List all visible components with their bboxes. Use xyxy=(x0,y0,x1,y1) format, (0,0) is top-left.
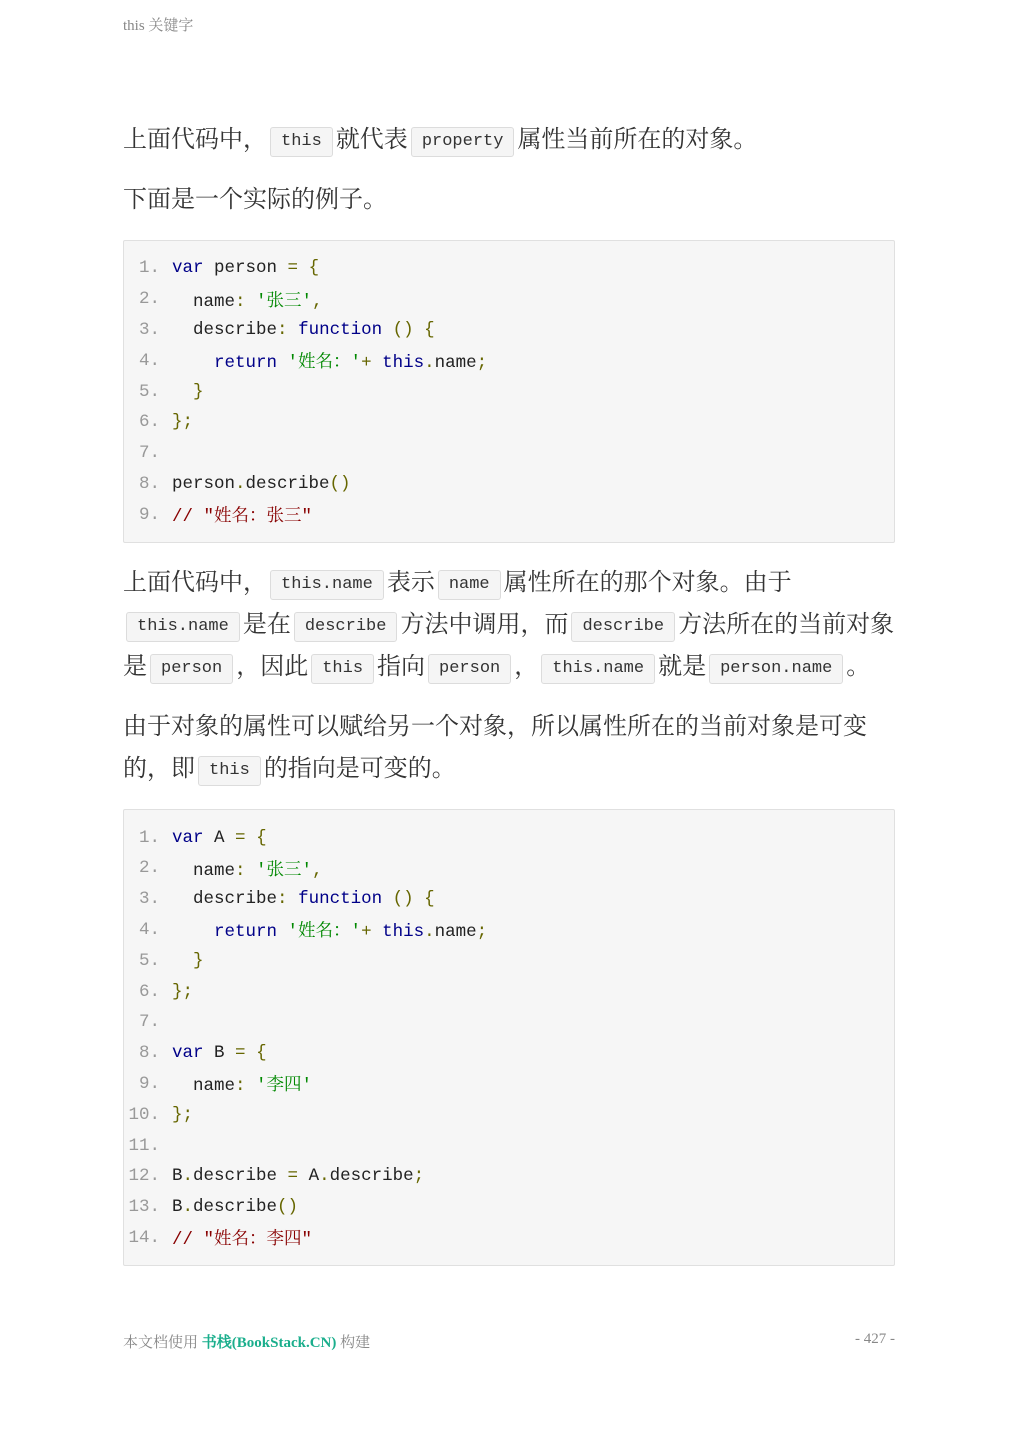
inline-code: name xyxy=(438,570,501,600)
code-text: B.describe = A.describe; xyxy=(172,1166,425,1187)
inline-code: person xyxy=(150,654,233,684)
line-number: 1. xyxy=(138,827,160,848)
code-line xyxy=(124,853,894,884)
code-line xyxy=(124,1069,894,1100)
line-number: 6. xyxy=(138,412,160,433)
code-line xyxy=(124,976,894,1007)
code-line xyxy=(124,438,894,469)
code-text: B.describe() xyxy=(172,1197,299,1218)
line-number: 7. xyxy=(138,443,160,464)
code-line xyxy=(124,1038,894,1069)
code-line xyxy=(124,345,894,376)
footer-prefix: 本文档使用 xyxy=(123,1335,202,1351)
text: 由于对象的属性可以赋给另一个对象，所以属性所在的当前对象是可变的，即 xyxy=(123,712,867,783)
code-line xyxy=(124,469,894,500)
inline-code: property xyxy=(411,127,515,157)
text: ，因此 xyxy=(236,652,309,681)
code-text: describe: function () { xyxy=(172,319,435,340)
code-text: } xyxy=(193,381,204,402)
code-text: }; xyxy=(172,412,194,433)
code-line xyxy=(124,284,894,315)
text: ， xyxy=(514,652,539,681)
document-body xyxy=(123,118,895,1266)
code-line xyxy=(124,1192,894,1223)
inline-code: this xyxy=(270,127,333,157)
line-number: 2. xyxy=(138,858,160,879)
code-text: // "姓名：李四" xyxy=(172,1230,313,1251)
code-text: return '姓名：'+ this.name; xyxy=(214,922,488,943)
inline-code: this.name xyxy=(126,612,240,642)
line-number: 5. xyxy=(138,950,160,971)
line-number: 5. xyxy=(138,381,160,402)
text: 上面代码中， xyxy=(123,568,267,597)
code-text: }; xyxy=(172,981,194,1002)
paragraph-explanation xyxy=(123,561,895,687)
code-line xyxy=(124,1130,894,1161)
line-number: 3. xyxy=(138,889,160,910)
line-number: 4. xyxy=(138,350,160,371)
inline-code: describe xyxy=(294,612,398,642)
inline-code: this.name xyxy=(270,570,384,600)
text: 是在 xyxy=(242,610,291,639)
inline-code: this.name xyxy=(541,654,655,684)
paragraph-mutable xyxy=(123,705,895,789)
line-number: 9. xyxy=(138,1073,160,1094)
text: 的指向是可变的。 xyxy=(263,754,456,783)
footer-credit xyxy=(123,1331,370,1352)
text: 属性当前所在的对象。 xyxy=(517,125,758,153)
line-number: 9. xyxy=(138,504,160,525)
line-number: 4. xyxy=(138,919,160,940)
line-number: 3. xyxy=(138,319,160,340)
code-line xyxy=(124,1161,894,1192)
line-number: 10. xyxy=(128,1104,160,1125)
code-line xyxy=(124,376,894,407)
code-text: return '姓名：'+ this.name; xyxy=(214,353,488,374)
line-number: 11. xyxy=(128,1135,160,1156)
line-number: 2. xyxy=(138,289,160,310)
inline-code: this xyxy=(311,654,374,684)
footer-suffix: 构建 xyxy=(336,1335,371,1351)
code-line xyxy=(124,915,894,946)
footer-brand-link[interactable]: 书栈(BookStack.CN) xyxy=(201,1335,337,1351)
code-line xyxy=(124,822,894,853)
text: 。 xyxy=(846,652,871,681)
code-text: }; xyxy=(172,1104,194,1125)
running-header: this 关键字 xyxy=(123,18,194,34)
inline-code: describe xyxy=(571,612,675,642)
line-number: 1. xyxy=(138,258,160,279)
text: 属性所在的那个对象。由于 xyxy=(503,568,792,597)
page-number: - 427 - xyxy=(855,1331,895,1347)
code-text: var person = { xyxy=(172,258,320,279)
code-block-person xyxy=(123,240,895,543)
code-text: name: '张三', xyxy=(172,291,323,312)
inline-code: this xyxy=(198,756,261,786)
line-number: 6. xyxy=(138,981,160,1002)
line-number: 8. xyxy=(138,1043,160,1064)
code-text: var A = { xyxy=(172,827,267,848)
code-line xyxy=(124,499,894,530)
text: 就是 xyxy=(658,652,707,681)
code-text: describe: function () { xyxy=(172,889,435,910)
text: 指向 xyxy=(377,652,426,681)
code-text: } xyxy=(193,950,204,971)
text: 上面代码中， xyxy=(123,125,267,153)
paragraph-example: 下面是一个实际的例子。 xyxy=(123,185,387,213)
text: 方法中调用，而 xyxy=(400,610,569,639)
line-number: 13. xyxy=(128,1197,160,1218)
line-number: 12. xyxy=(128,1166,160,1187)
line-number: 7. xyxy=(138,1012,160,1033)
text: 表示 xyxy=(386,568,435,597)
code-line xyxy=(124,1099,894,1130)
code-line xyxy=(124,253,894,284)
code-text: var B = { xyxy=(172,1043,267,1064)
code-line xyxy=(124,1007,894,1038)
code-line xyxy=(124,945,894,976)
text: 方法所在的当前对象是 xyxy=(123,610,895,681)
code-text: name: '张三', xyxy=(172,860,323,881)
code-text: name: '李四' xyxy=(172,1076,313,1097)
inline-code: person.name xyxy=(709,654,843,684)
code-text: // "姓名：张三" xyxy=(172,507,313,528)
code-line xyxy=(124,315,894,346)
code-line xyxy=(124,884,894,915)
code-text: person.describe() xyxy=(172,473,351,494)
code-line xyxy=(124,407,894,438)
code-block-a-b xyxy=(123,809,895,1266)
line-number: 8. xyxy=(138,473,160,494)
code-line xyxy=(124,1223,894,1254)
inline-code: person xyxy=(428,654,511,684)
paragraph-intro xyxy=(123,118,895,160)
line-number: 14. xyxy=(128,1227,160,1248)
text: 就代表 xyxy=(335,125,408,153)
